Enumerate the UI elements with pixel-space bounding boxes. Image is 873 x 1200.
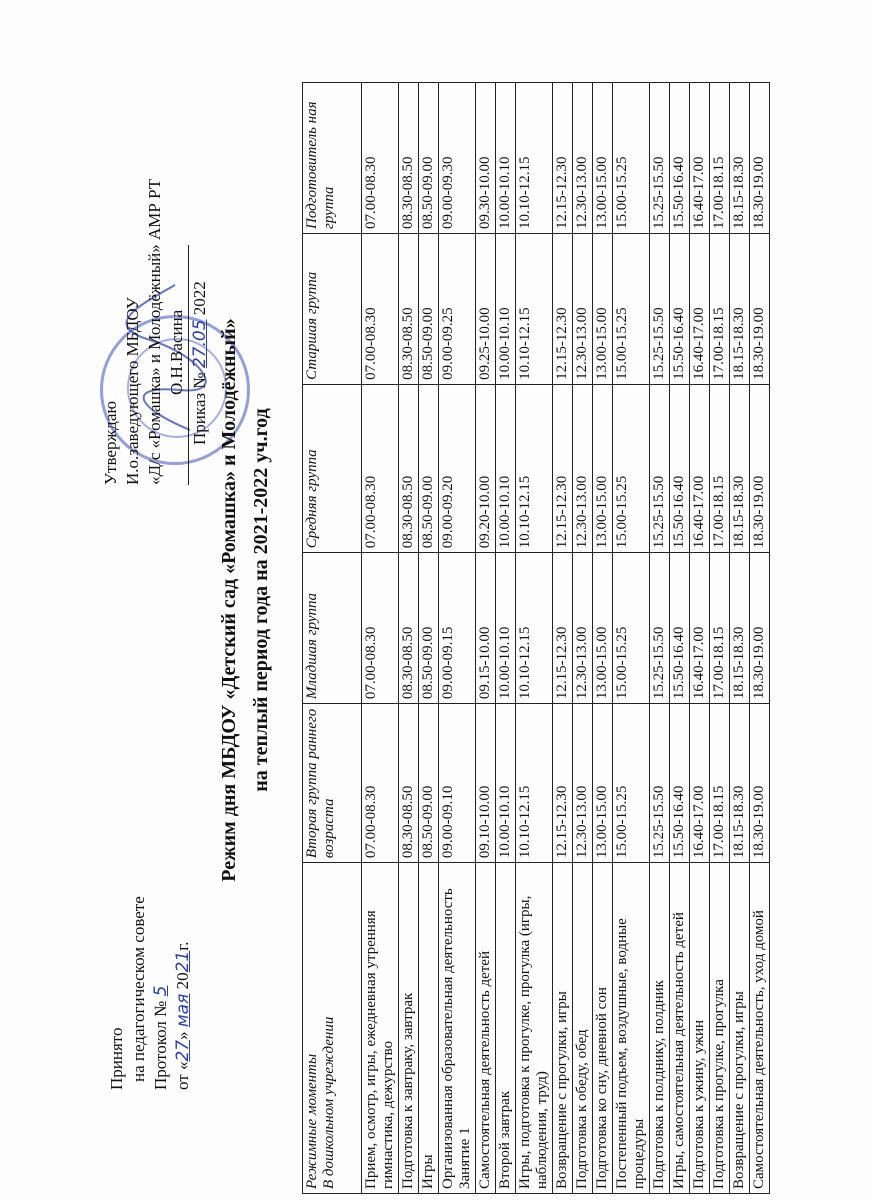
time-cell: 15.50-16.40 bbox=[670, 83, 690, 234]
time-cell: 07.00-08.30 bbox=[362, 83, 399, 234]
order-year: 2022 bbox=[190, 281, 209, 316]
regime-moment-cell: Подготовка к завтраку, завтрак bbox=[399, 863, 419, 1194]
time-cell: 08.50-09.00 bbox=[419, 704, 439, 863]
time-cell: 12.30-13.00 bbox=[573, 704, 593, 863]
approved-line1: Утверждаю bbox=[101, 400, 120, 485]
time-cell: 16.40-17.00 bbox=[690, 553, 710, 704]
table-header-row bbox=[303, 83, 362, 1194]
time-cell: 15.00-15.25 bbox=[613, 233, 650, 384]
regime-moment-cell: Самостоятельная деятельность, уход домой bbox=[750, 863, 770, 1194]
time-cell: 08.50-09.00 bbox=[419, 83, 439, 234]
date-suffix: г. bbox=[173, 941, 192, 951]
time-cell: 17.00-18.15 bbox=[710, 553, 730, 704]
time-cell: 18.30-19.00 bbox=[750, 233, 770, 384]
table-row bbox=[362, 83, 399, 1194]
time-cell: 15.50-16.40 bbox=[670, 384, 690, 552]
time-cell: 18.30-19.00 bbox=[750, 384, 770, 552]
table-row bbox=[730, 83, 750, 1194]
time-cell: 16.40-17.00 bbox=[690, 233, 710, 384]
time-cell: 10.00-10.10 bbox=[496, 704, 516, 863]
date-day: 27 bbox=[173, 1039, 193, 1062]
time-cell: 15.25-15.50 bbox=[650, 384, 670, 552]
regime-moment-cell: Постепенный подъем, воздушные, водные процедуры bbox=[613, 863, 650, 1194]
table-row bbox=[650, 83, 670, 1194]
time-cell: 07.00-08.30 bbox=[362, 553, 399, 704]
time-cell: 12.15-12.30 bbox=[553, 704, 573, 863]
schedule-table bbox=[302, 82, 770, 1194]
time-cell: 08.50-09.00 bbox=[419, 384, 439, 552]
time-cell: 18.15-18.30 bbox=[730, 233, 750, 384]
time-cell: 09.20-10.00 bbox=[476, 384, 496, 552]
time-cell: 17.00-18.15 bbox=[710, 704, 730, 863]
time-cell: 10.10-12.15 bbox=[516, 233, 553, 384]
table-row bbox=[750, 83, 770, 1194]
header-cell: Старшая группа bbox=[303, 233, 362, 384]
time-cell: 15.00-15.25 bbox=[613, 83, 650, 234]
regime-moment-cell: Игры bbox=[419, 863, 439, 1194]
order-line bbox=[189, 179, 211, 485]
time-cell: 18.30-19.00 bbox=[750, 83, 770, 234]
date-year: 21 bbox=[173, 950, 193, 973]
table-row bbox=[496, 83, 516, 1194]
date-mid: » bbox=[173, 1031, 192, 1040]
table-row bbox=[593, 83, 613, 1194]
time-cell: 18.30-19.00 bbox=[750, 704, 770, 863]
table-row bbox=[613, 83, 650, 1194]
date-line bbox=[172, 896, 194, 1090]
time-cell: 13.00-15.00 bbox=[593, 553, 613, 704]
time-cell: 15.50-16.40 bbox=[670, 704, 690, 863]
table-row bbox=[690, 83, 710, 1194]
table-row bbox=[399, 83, 419, 1194]
time-cell: 18.15-18.30 bbox=[730, 384, 750, 552]
time-cell: 15.50-16.40 bbox=[670, 233, 690, 384]
table-row bbox=[573, 83, 593, 1194]
time-cell: 09.30-10.00 bbox=[476, 83, 496, 234]
approved-line3: «Д/с «Ромашка» и Молодёжный» АМР РТ bbox=[145, 178, 164, 485]
protocol-line bbox=[150, 896, 172, 1090]
table-row bbox=[553, 83, 573, 1194]
time-cell: 15.00-15.25 bbox=[613, 384, 650, 552]
approved-line4: О.Н.Васина bbox=[166, 245, 189, 485]
date-year-prefix: 20 bbox=[173, 972, 192, 990]
regime-moment-cell: Возвращение с прогулки, игры bbox=[553, 863, 573, 1194]
time-cell: 12.30-13.00 bbox=[573, 384, 593, 552]
regime-moment-cell: Игры, самостоятельная деятельность детей bbox=[670, 863, 690, 1194]
time-cell: 17.00-18.15 bbox=[710, 233, 730, 384]
time-cell: 09.00-09.10 bbox=[439, 704, 476, 863]
time-cell: 13.00-15.00 bbox=[593, 704, 613, 863]
time-cell: 16.40-17.00 bbox=[690, 83, 710, 234]
regime-moment-cell: Организованная образовательная деятельность Занятие 1 bbox=[439, 863, 476, 1194]
time-cell: 15.50-16.40 bbox=[670, 553, 690, 704]
time-cell: 15.25-15.50 bbox=[650, 83, 670, 234]
protocol-prefix: Протокол № bbox=[151, 1000, 170, 1090]
time-cell: 12.30-13.00 bbox=[573, 83, 593, 234]
accepted-line2: на педагогическом совете bbox=[129, 896, 148, 1082]
regime-moment-cell: Игры, подготовка к прогулке, прогулка (игры, наблюдения, труд) bbox=[516, 863, 553, 1194]
regime-moment-cell: Подготовка к обеду, обед bbox=[573, 863, 593, 1194]
accepted-line1: Принято bbox=[107, 1027, 126, 1090]
time-cell: 18.15-18.30 bbox=[730, 704, 750, 863]
document-title: Режим дня МБДОУ «Детский сад «Ромашка» и Молодёжный» bbox=[218, 318, 240, 882]
regime-moment-cell: Возвращение с прогулки, игры bbox=[730, 863, 750, 1194]
regime-moment-cell: Подготовка к ужину, ужин bbox=[690, 863, 710, 1194]
time-cell: 12.30-13.00 bbox=[573, 553, 593, 704]
accepted-block bbox=[106, 896, 194, 1090]
time-cell: 13.00-15.00 bbox=[593, 384, 613, 552]
time-cell: 09.15-10.00 bbox=[476, 553, 496, 704]
time-cell: 08.30-08.50 bbox=[399, 553, 419, 704]
time-cell: 09.00-09.25 bbox=[439, 233, 476, 384]
table-body bbox=[362, 83, 770, 1194]
time-cell: 10.10-12.15 bbox=[516, 83, 553, 234]
table-row bbox=[516, 83, 553, 1194]
date-prefix: от « bbox=[173, 1061, 192, 1090]
time-cell: 13.00-15.00 bbox=[593, 233, 613, 384]
regime-moment-cell: Второй завтрак bbox=[496, 863, 516, 1194]
time-cell: 18.15-18.30 bbox=[730, 553, 750, 704]
regime-moment-cell: Прием, осмотр, игры, ежедневная утренняя гимнастика, дежурство bbox=[362, 863, 399, 1194]
time-cell: 10.00-10.10 bbox=[496, 553, 516, 704]
header-cell: Младшая группа bbox=[303, 553, 362, 704]
time-cell: 15.25-15.50 bbox=[650, 233, 670, 384]
date-month: мая bbox=[173, 993, 193, 1028]
time-cell: 15.00-15.25 bbox=[613, 553, 650, 704]
approved-line2: И.о.заведующего МБДОУ bbox=[123, 297, 142, 485]
time-cell: 09.25-10.00 bbox=[476, 233, 496, 384]
regime-moment-cell: Подготовка ко сну, дневной сон bbox=[593, 863, 613, 1194]
time-cell: 10.00-10.10 bbox=[496, 384, 516, 552]
time-cell: 13.00-15.00 bbox=[593, 83, 613, 234]
time-cell: 12.15-12.30 bbox=[553, 233, 573, 384]
time-cell: 09.00-09.15 bbox=[439, 553, 476, 704]
time-cell: 18.15-18.30 bbox=[730, 83, 750, 234]
table-row bbox=[419, 83, 439, 1194]
time-cell: 09.00-09.20 bbox=[439, 384, 476, 552]
time-cell: 15.00-15.25 bbox=[613, 704, 650, 863]
time-cell: 10.10-12.15 bbox=[516, 704, 553, 863]
time-cell: 15.25-15.50 bbox=[650, 553, 670, 704]
time-cell: 17.00-18.15 bbox=[710, 83, 730, 234]
time-cell: 18.30-19.00 bbox=[750, 553, 770, 704]
time-cell: 12.15-12.30 bbox=[553, 384, 573, 552]
time-cell: 07.00-08.30 bbox=[362, 233, 399, 384]
time-cell: 08.30-08.50 bbox=[399, 83, 419, 234]
table-row bbox=[710, 83, 730, 1194]
time-cell: 15.25-15.50 bbox=[650, 704, 670, 863]
regime-moment-cell: Подготовка к прогулке, прогулка bbox=[710, 863, 730, 1194]
time-cell: 12.30-13.00 bbox=[573, 233, 593, 384]
header-cell: Вторая группа раннего возраста bbox=[303, 704, 362, 863]
header-cell: Подготовитель ная группа bbox=[303, 83, 362, 234]
header-cell: Режимные моменты В дошкольном учреждении bbox=[303, 863, 362, 1194]
time-cell: 16.40-17.00 bbox=[690, 384, 710, 552]
time-cell: 08.30-08.50 bbox=[399, 704, 419, 863]
header-cell: Средняя группа bbox=[303, 384, 362, 552]
order-date: 27.05 bbox=[190, 319, 210, 369]
time-cell: 17.00-18.15 bbox=[710, 384, 730, 552]
time-cell: 09.00-09.30 bbox=[439, 83, 476, 234]
time-cell: 07.00-08.30 bbox=[362, 704, 399, 863]
regime-moment-cell: Подготовка к полднику, полдник bbox=[650, 863, 670, 1194]
time-cell: 08.30-08.50 bbox=[399, 233, 419, 384]
time-cell: 16.40-17.00 bbox=[690, 704, 710, 863]
protocol-number: 5 bbox=[151, 985, 171, 997]
time-cell: 08.50-09.00 bbox=[419, 233, 439, 384]
approved-block bbox=[100, 179, 211, 485]
time-cell: 09.10-10.00 bbox=[476, 704, 496, 863]
time-cell: 07.00-08.30 bbox=[362, 384, 399, 552]
time-cell: 10.00-10.10 bbox=[496, 83, 516, 234]
document-subtitle: на теплый период года на 2021-2022 уч.год bbox=[250, 408, 272, 792]
time-cell: 10.00-10.10 bbox=[496, 233, 516, 384]
order-prefix: Приказ № bbox=[190, 372, 209, 445]
time-cell: 10.10-12.15 bbox=[516, 553, 553, 704]
time-cell: 12.15-12.30 bbox=[553, 83, 573, 234]
time-cell: 08.50-09.00 bbox=[419, 553, 439, 704]
time-cell: 10.10-12.15 bbox=[516, 384, 553, 552]
table-row bbox=[670, 83, 690, 1194]
table-row bbox=[476, 83, 496, 1194]
table-row bbox=[439, 83, 476, 1194]
time-cell: 08.30-08.50 bbox=[399, 384, 419, 552]
time-cell: 12.15-12.30 bbox=[553, 553, 573, 704]
regime-moment-cell: Самостоятельная деятельность детей bbox=[476, 863, 496, 1194]
